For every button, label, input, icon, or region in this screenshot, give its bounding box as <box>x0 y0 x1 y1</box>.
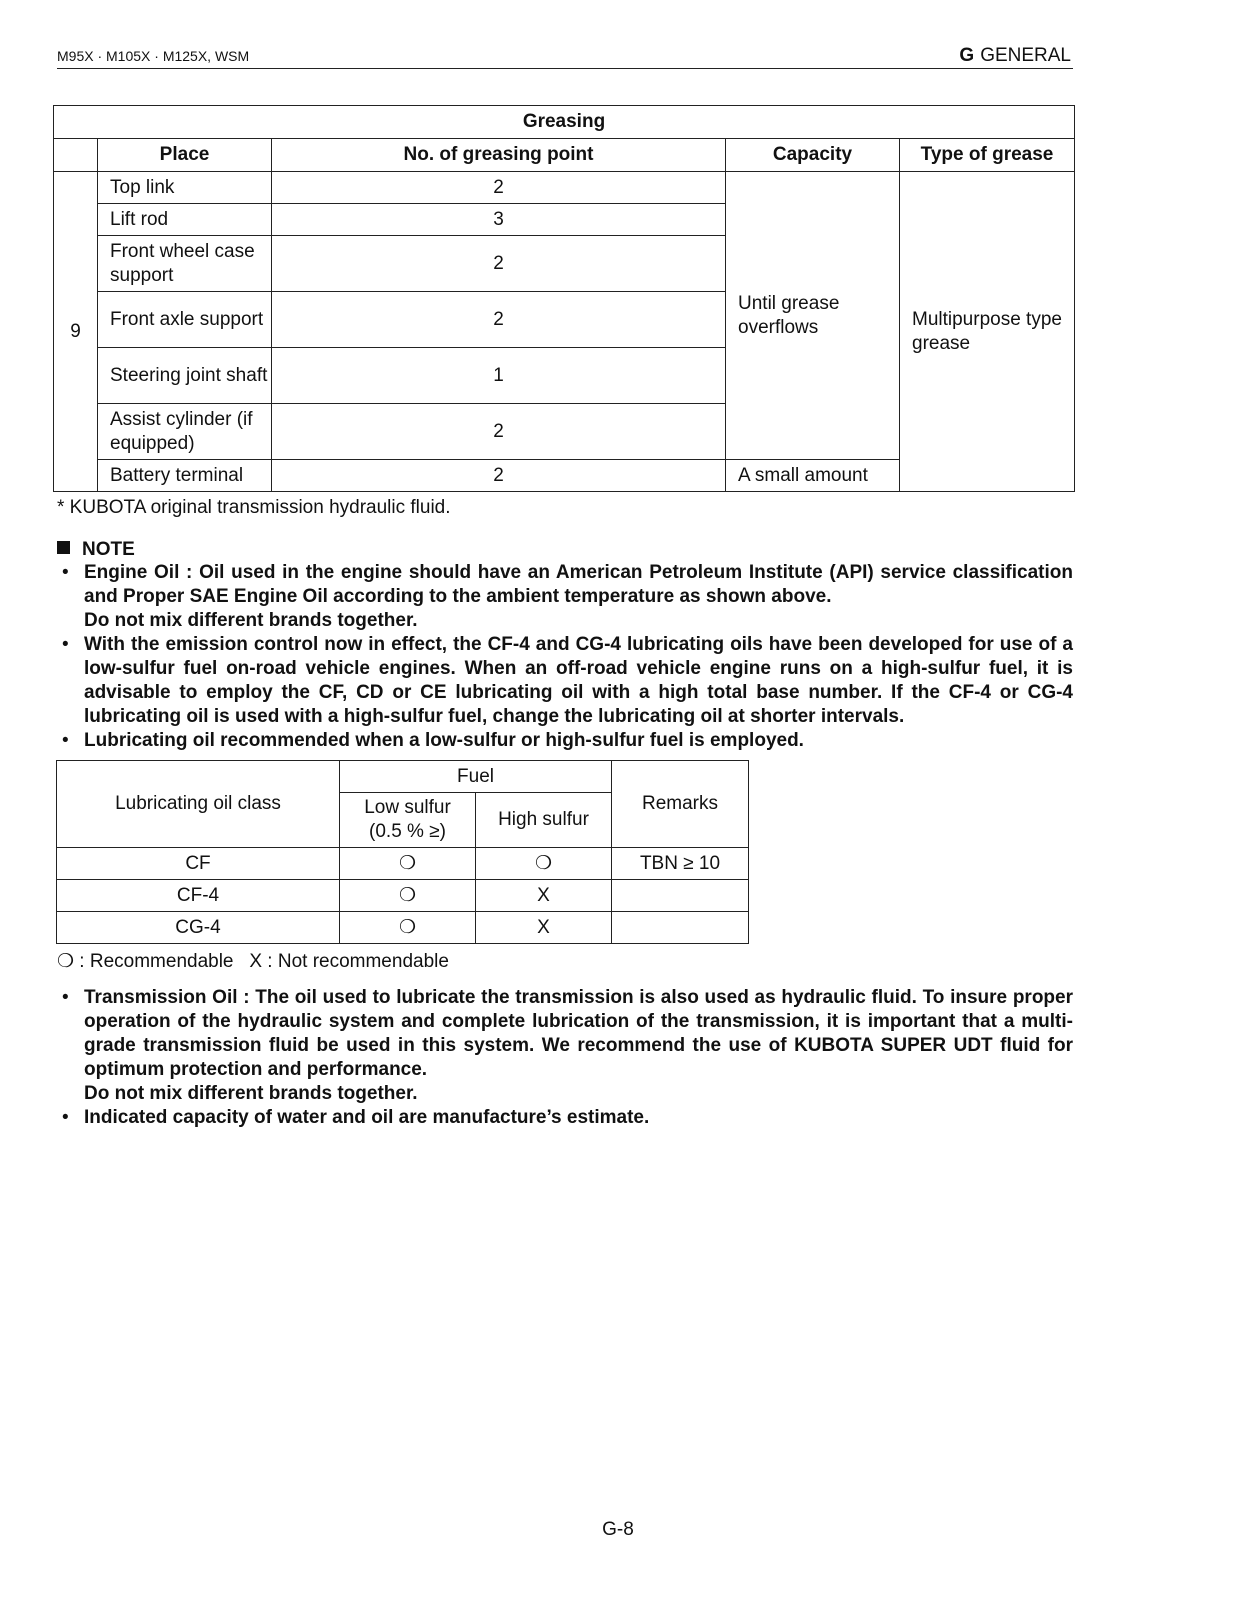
place-cell: Battery terminal <box>98 460 272 492</box>
oil-class-cell: CG-4 <box>57 912 340 944</box>
low-sulfur-label: Low sulfur <box>364 797 451 818</box>
table-row <box>57 912 749 944</box>
square-bullet-icon <box>57 541 70 554</box>
legend: ❍ : Recommendable X : Not recommendable <box>57 951 449 972</box>
high-sulfur-cell: X <box>476 912 612 944</box>
note-heading-text: NOTE <box>82 539 135 560</box>
item-number: 9 <box>54 172 98 492</box>
note-text: Transmission Oil : The oil used to lubricate the transmission is also used as hydraulic fluid. To insure proper operation of the hydraulic system and complete lubrication of the transmission, it is important that a multi-grade transmission fluid be used in this system. We recommend the use of KUBOTA SUPER UDT fluid for optimum protection and performance. <box>84 987 1073 1080</box>
col-points: No. of greasing point <box>272 139 726 172</box>
capacity-battery-cell: A small amount <box>726 460 900 492</box>
section-title <box>959 45 1071 67</box>
remarks-cell <box>612 912 749 944</box>
points-cell: 2 <box>272 292 726 348</box>
place-cell: Front wheel case support <box>98 236 272 292</box>
note-text: Indicated capacity of water and oil are manufacture’s estimate. <box>84 1107 650 1128</box>
points-cell: 3 <box>272 204 726 236</box>
low-sulfur-cell: ❍ <box>340 912 476 944</box>
col-low-sulfur <box>340 793 476 848</box>
section-name: GENERAL <box>980 45 1071 66</box>
table-row <box>57 880 749 912</box>
manual-title: M95X · M105X · M125X, WSM <box>57 48 250 64</box>
page-header <box>57 44 1073 69</box>
high-sulfur-cell: ❍ <box>476 848 612 880</box>
points-cell: 2 <box>272 236 726 292</box>
note-text: Lubricating oil recommended when a low-sulfur or high-sulfur fuel is employed. <box>84 730 804 751</box>
low-sulfur-cell: ❍ <box>340 848 476 880</box>
col-capacity: Capacity <box>726 139 900 172</box>
col-remarks: Remarks <box>612 761 749 848</box>
item-no-header <box>54 139 98 172</box>
bullet-icon: • <box>62 562 69 583</box>
greasing-table <box>53 105 1075 492</box>
oil-class-cell: CF-4 <box>57 880 340 912</box>
section-letter: G <box>959 45 975 66</box>
points-cell: 2 <box>272 460 726 492</box>
table-row <box>57 848 749 880</box>
col-high-sulfur: High sulfur <box>476 793 612 848</box>
place-cell: Lift rod <box>98 204 272 236</box>
col-fuel: Fuel <box>340 761 612 793</box>
list-item <box>57 729 1073 753</box>
place-cell: Assist cylinder (if equipped) <box>98 404 272 460</box>
page-number: G-8 <box>602 1519 634 1540</box>
table-row <box>54 172 1075 204</box>
note-heading <box>57 539 135 561</box>
low-sulfur-sub: (0.5 % ≥) <box>369 821 446 842</box>
grease-type-cell: Multipurpose type grease <box>900 172 1075 492</box>
note2-list <box>57 986 1073 1130</box>
remarks-cell <box>612 880 749 912</box>
points-cell: 1 <box>272 348 726 404</box>
high-sulfur-cell: X <box>476 880 612 912</box>
greasing-title: Greasing <box>54 106 1075 139</box>
bullet-icon: • <box>62 1107 69 1128</box>
points-cell: 2 <box>272 404 726 460</box>
list-item <box>57 561 1073 633</box>
place-cell: Front axle support <box>98 292 272 348</box>
oil-table <box>56 760 749 944</box>
bullet-icon: • <box>62 730 69 751</box>
capacity-cell: Until grease overflows <box>726 172 900 460</box>
note-list <box>57 561 1073 753</box>
place-cell: Steering joint shaft <box>98 348 272 404</box>
low-sulfur-cell: ❍ <box>340 880 476 912</box>
col-place: Place <box>98 139 272 172</box>
place-cell: Top link <box>98 172 272 204</box>
list-item <box>57 633 1073 729</box>
col-oil-class: Lubricating oil class <box>57 761 340 848</box>
oil-class-cell: CF <box>57 848 340 880</box>
points-cell: 2 <box>272 172 726 204</box>
list-item <box>57 986 1073 1106</box>
note-subtext: Do not mix different brands together. <box>84 610 418 631</box>
note-text: Engine Oil : Oil used in the engine should have an American Petroleum Institute (API) service classification and Proper SAE Engine Oil according to the ambient temperature as shown above. <box>84 562 1073 607</box>
bullet-icon: • <box>62 987 69 1008</box>
footnote: * KUBOTA original transmission hydraulic fluid. <box>57 497 451 518</box>
list-item <box>57 1106 1073 1130</box>
remarks-cell: TBN ≥ 10 <box>612 848 749 880</box>
note-subtext: Do not mix different brands together. <box>84 1083 418 1104</box>
col-grease-type: Type of grease <box>900 139 1075 172</box>
note-text: With the emission control now in effect, the CF-4 and CG-4 lubricating oils have been developed for use of a low-sulfur fuel on-road vehicle engines. When an off-road vehicle engine runs on a high-sulfur fuel, it is advisable to employ the CF, CD or CE lubricating oil with a high total base number. If the CF-4 or CG-4 lubricating oil is used with a high-sulfur fuel, change the lubricating oil at shorter intervals. <box>84 634 1073 727</box>
bullet-icon: • <box>62 634 69 655</box>
